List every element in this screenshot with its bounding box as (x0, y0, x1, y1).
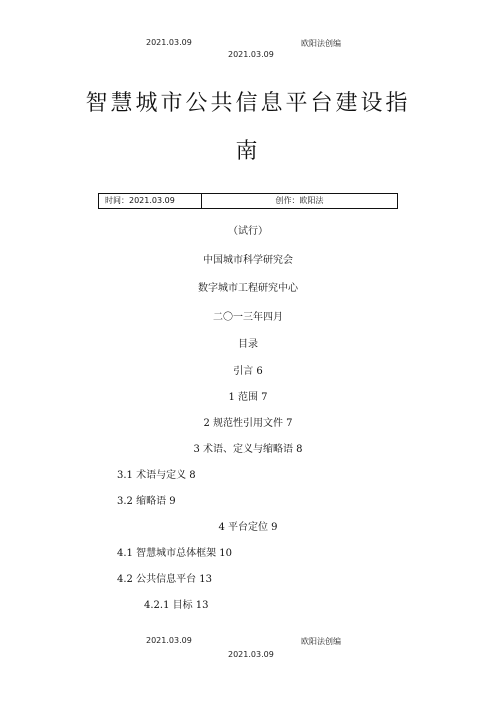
publish-date: 二〇一三年四月 (213, 312, 283, 323)
footer-date-sub: 2021.03.09 (228, 650, 274, 659)
toc-item[interactable]: 3.2 缩略语 9 (117, 496, 176, 507)
footer-date: 2021.03.09 (146, 636, 192, 645)
toc-item[interactable]: 1 范围 7 (228, 392, 268, 403)
footer-author: 欧阳法创编 (301, 637, 341, 646)
toc-item[interactable]: 3 术语、定义与缩略语 8 (193, 444, 303, 455)
org-name-1: 中国城市科学研究会 (203, 255, 293, 266)
org-name-2: 数字城市工程研究中心 (198, 283, 298, 294)
meta-table (98, 193, 398, 209)
toc-item[interactable]: 4.2 公共信息平台 13 (117, 574, 212, 585)
meta-author: 创作：欧阳法 (275, 196, 324, 205)
toc-item[interactable]: 4 平台定位 9 (218, 522, 278, 533)
toc-item[interactable]: 4.1 智慧城市总体框架 10 (117, 548, 232, 559)
toc-item[interactable]: 3.1 术语与定义 8 (117, 470, 196, 481)
trial-label: （试行） (228, 226, 268, 237)
header-author: 欧阳法创编 (301, 39, 341, 48)
document-title-line1: 智慧城市公共信息平台建设指 (85, 91, 411, 116)
header-date: 2021.03.09 (146, 38, 192, 47)
toc-item[interactable]: 4.2.1 目标 13 (144, 600, 209, 611)
toc-title: 目录 (238, 339, 258, 350)
meta-time: 时间：2021.03.09 (99, 194, 202, 208)
header-date-sub: 2021.03.09 (228, 50, 274, 59)
toc-item[interactable]: 引言 6 (233, 366, 263, 377)
document-title-line2: 南 (235, 139, 261, 164)
toc-item[interactable]: 2 规范性引用文件 7 (203, 418, 293, 429)
